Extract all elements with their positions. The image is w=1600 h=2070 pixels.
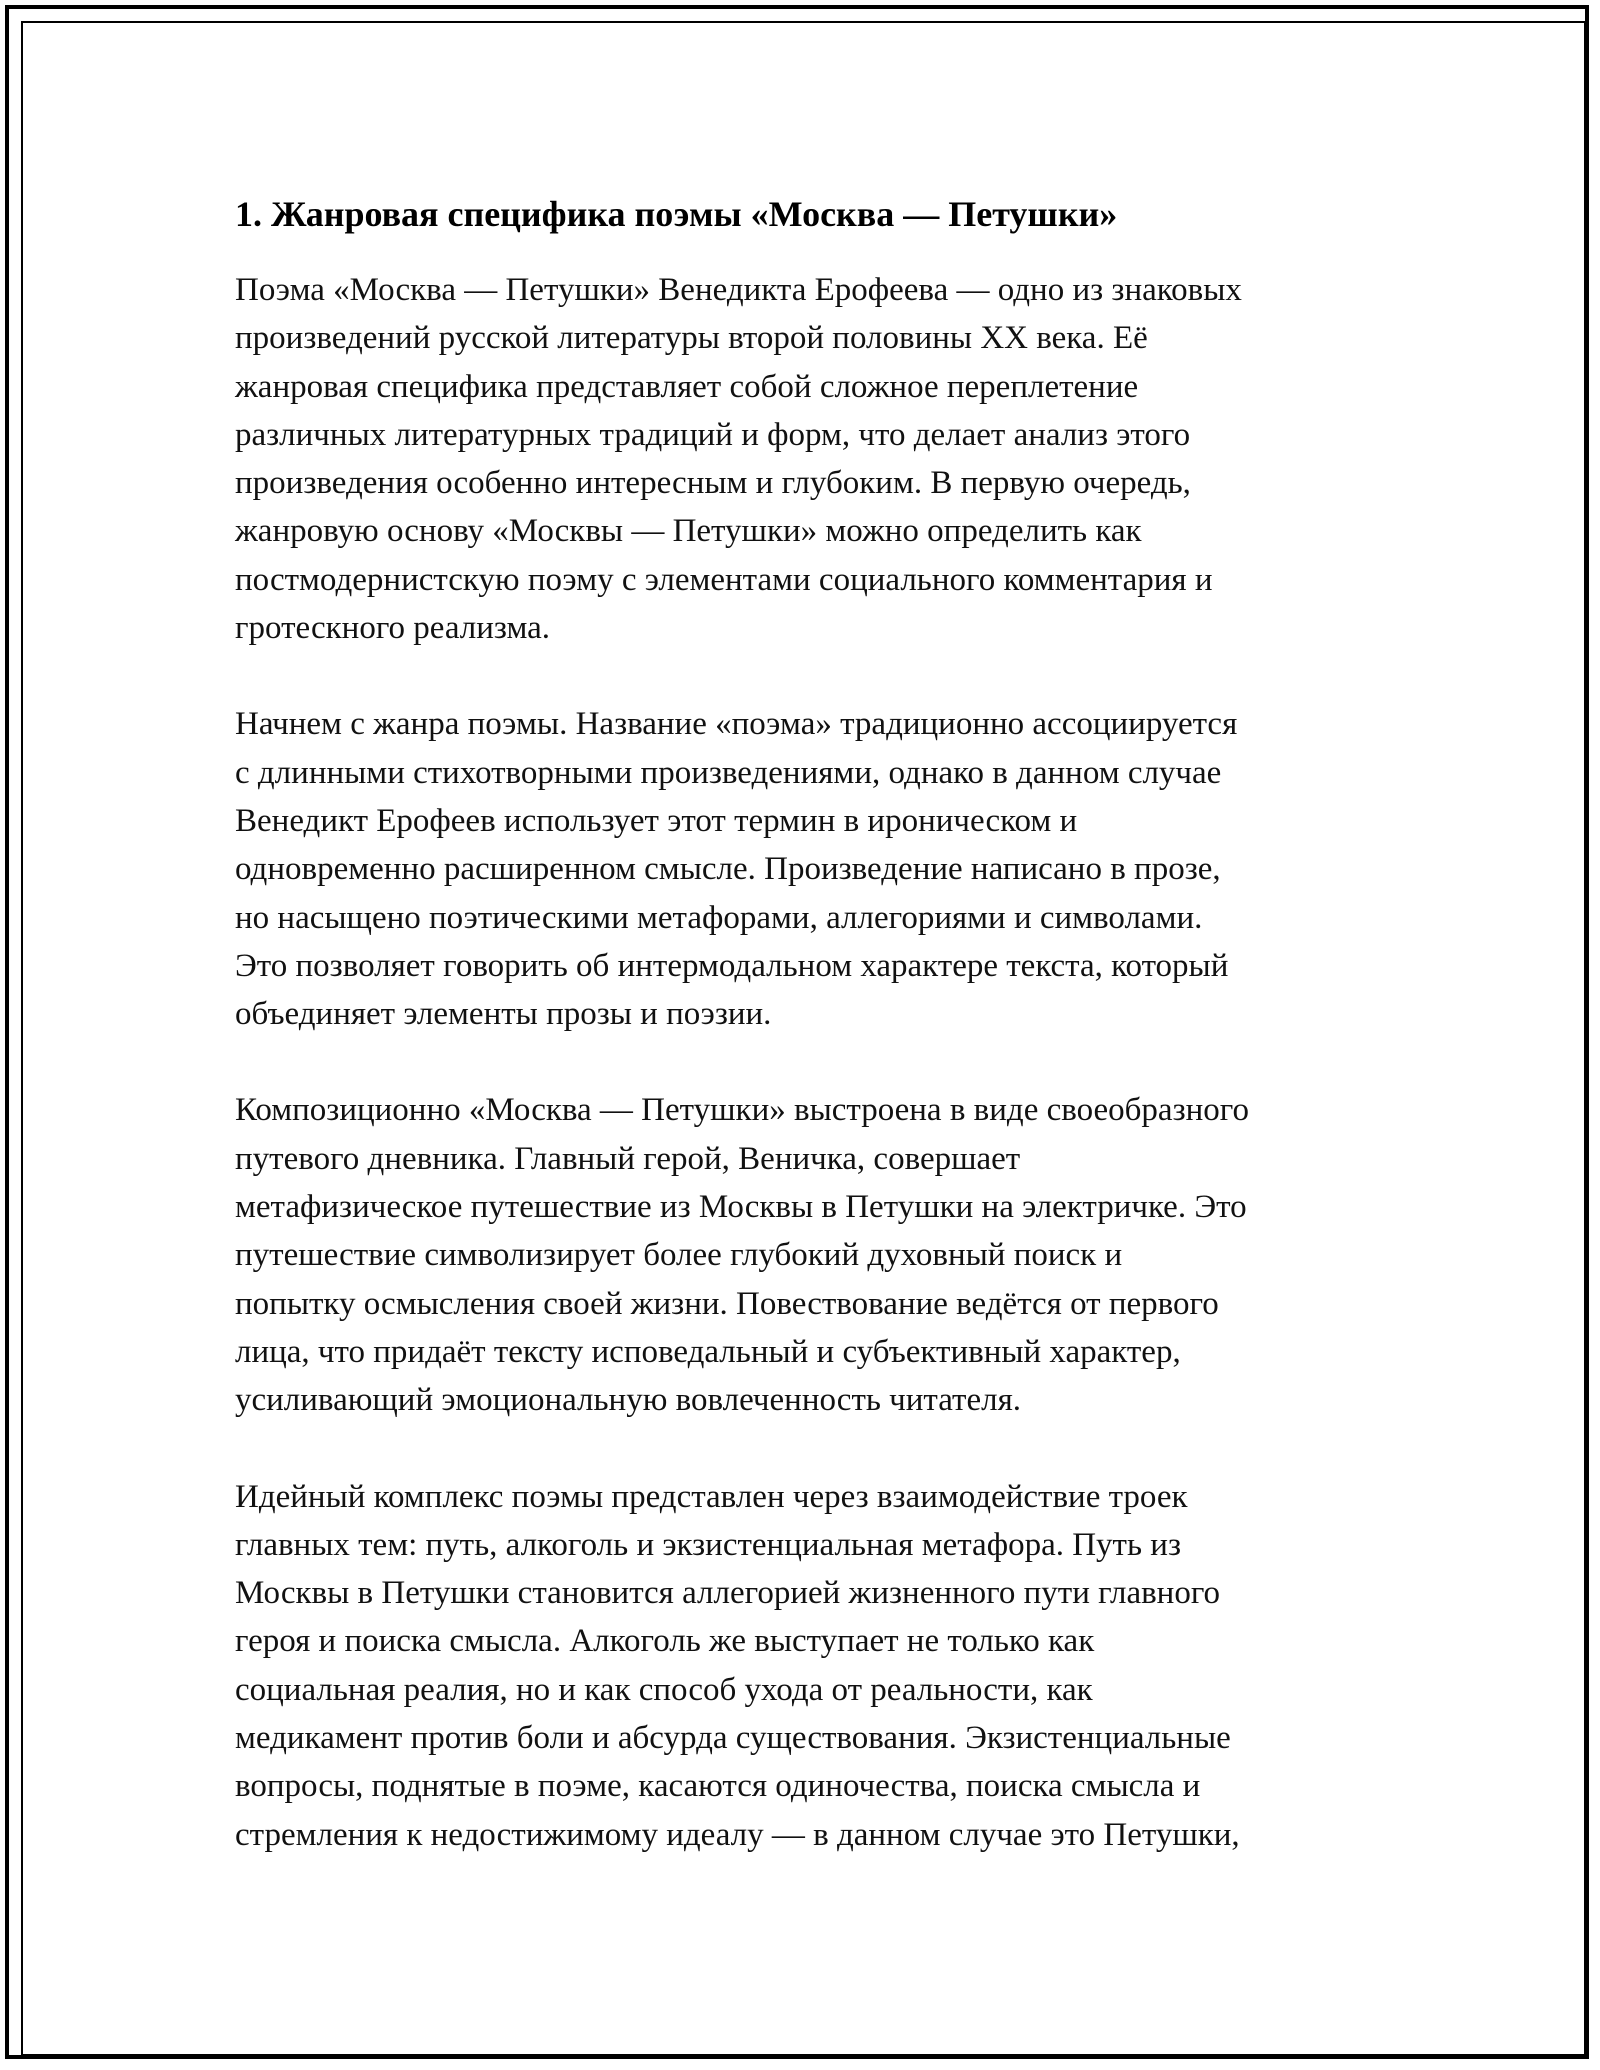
paragraph-3: Композиционно «Москва — Петушки» выстроена в виде своеобразного путевого дневника. Главный герой, Веничка, совершает метафизическое путешествие из Москвы в Петушки на электричке. Это путешествие символизирует более глубокий духовный поиск и попытку осмысления своей жизни. Повествование ведётся от первого лица, что придаёт тексту исповедальный и субъективный характер, усиливающий эмоциональную вовлеченность читателя. [235, 1092, 1249, 1419]
paragraph-2: Начнем с жанра поэмы. Название «поэма» традиционно ассоциируется с длинными стихотворными произведениями, однако в данном случае Венедикт Ерофеев использует этот термин в ироническом и одновременно расширенном смысле. Произведение написано в прозе, но насыщено поэтическими метафорами, аллегориями и символами. Это позволяет говорить об интермодальном характере текста, который объединяет элементы прозы и поэзии. [235, 706, 1238, 1033]
document-body [235, 192, 1375, 1907]
paragraph-1: Поэма «Москва — Петушки» Венедикта Ерофеева — одно из знаковых произведений русской литературы второй половины XX века. Её жанровая специфика представляет собой сложное переплетение различных литературных традиций и форм, что делает анализ этого произведения особенно интересным и глубоким. В первую очередь, жанровую основу «Москвы — Петушки» можно определить как постмодернистскую поэму с элементами социального комментария и гротескного реализма. [235, 272, 1242, 647]
paragraph-4: Идейный комплекс поэмы представлен через взаимодействие троек главных тем: путь, алкоголь и экзистенциальная метафора. Путь из Москвы в Петушки становится аллегорией жизненного пути главного героя и поиска смысла. Алкоголь же выступает не только как социальная реалия, но и как способ ухода от реальности, как медикамент против боли и абсурда существования. Экзистенциальные вопросы, поднятые в поэме, касаются одиночества, поиска смысла и стремления к недостижимому идеалу — в данном случае это Петушки, [235, 1478, 1240, 1853]
section-heading: 1. Жанровая специфика поэмы «Москва — Петушки» [235, 194, 1118, 234]
